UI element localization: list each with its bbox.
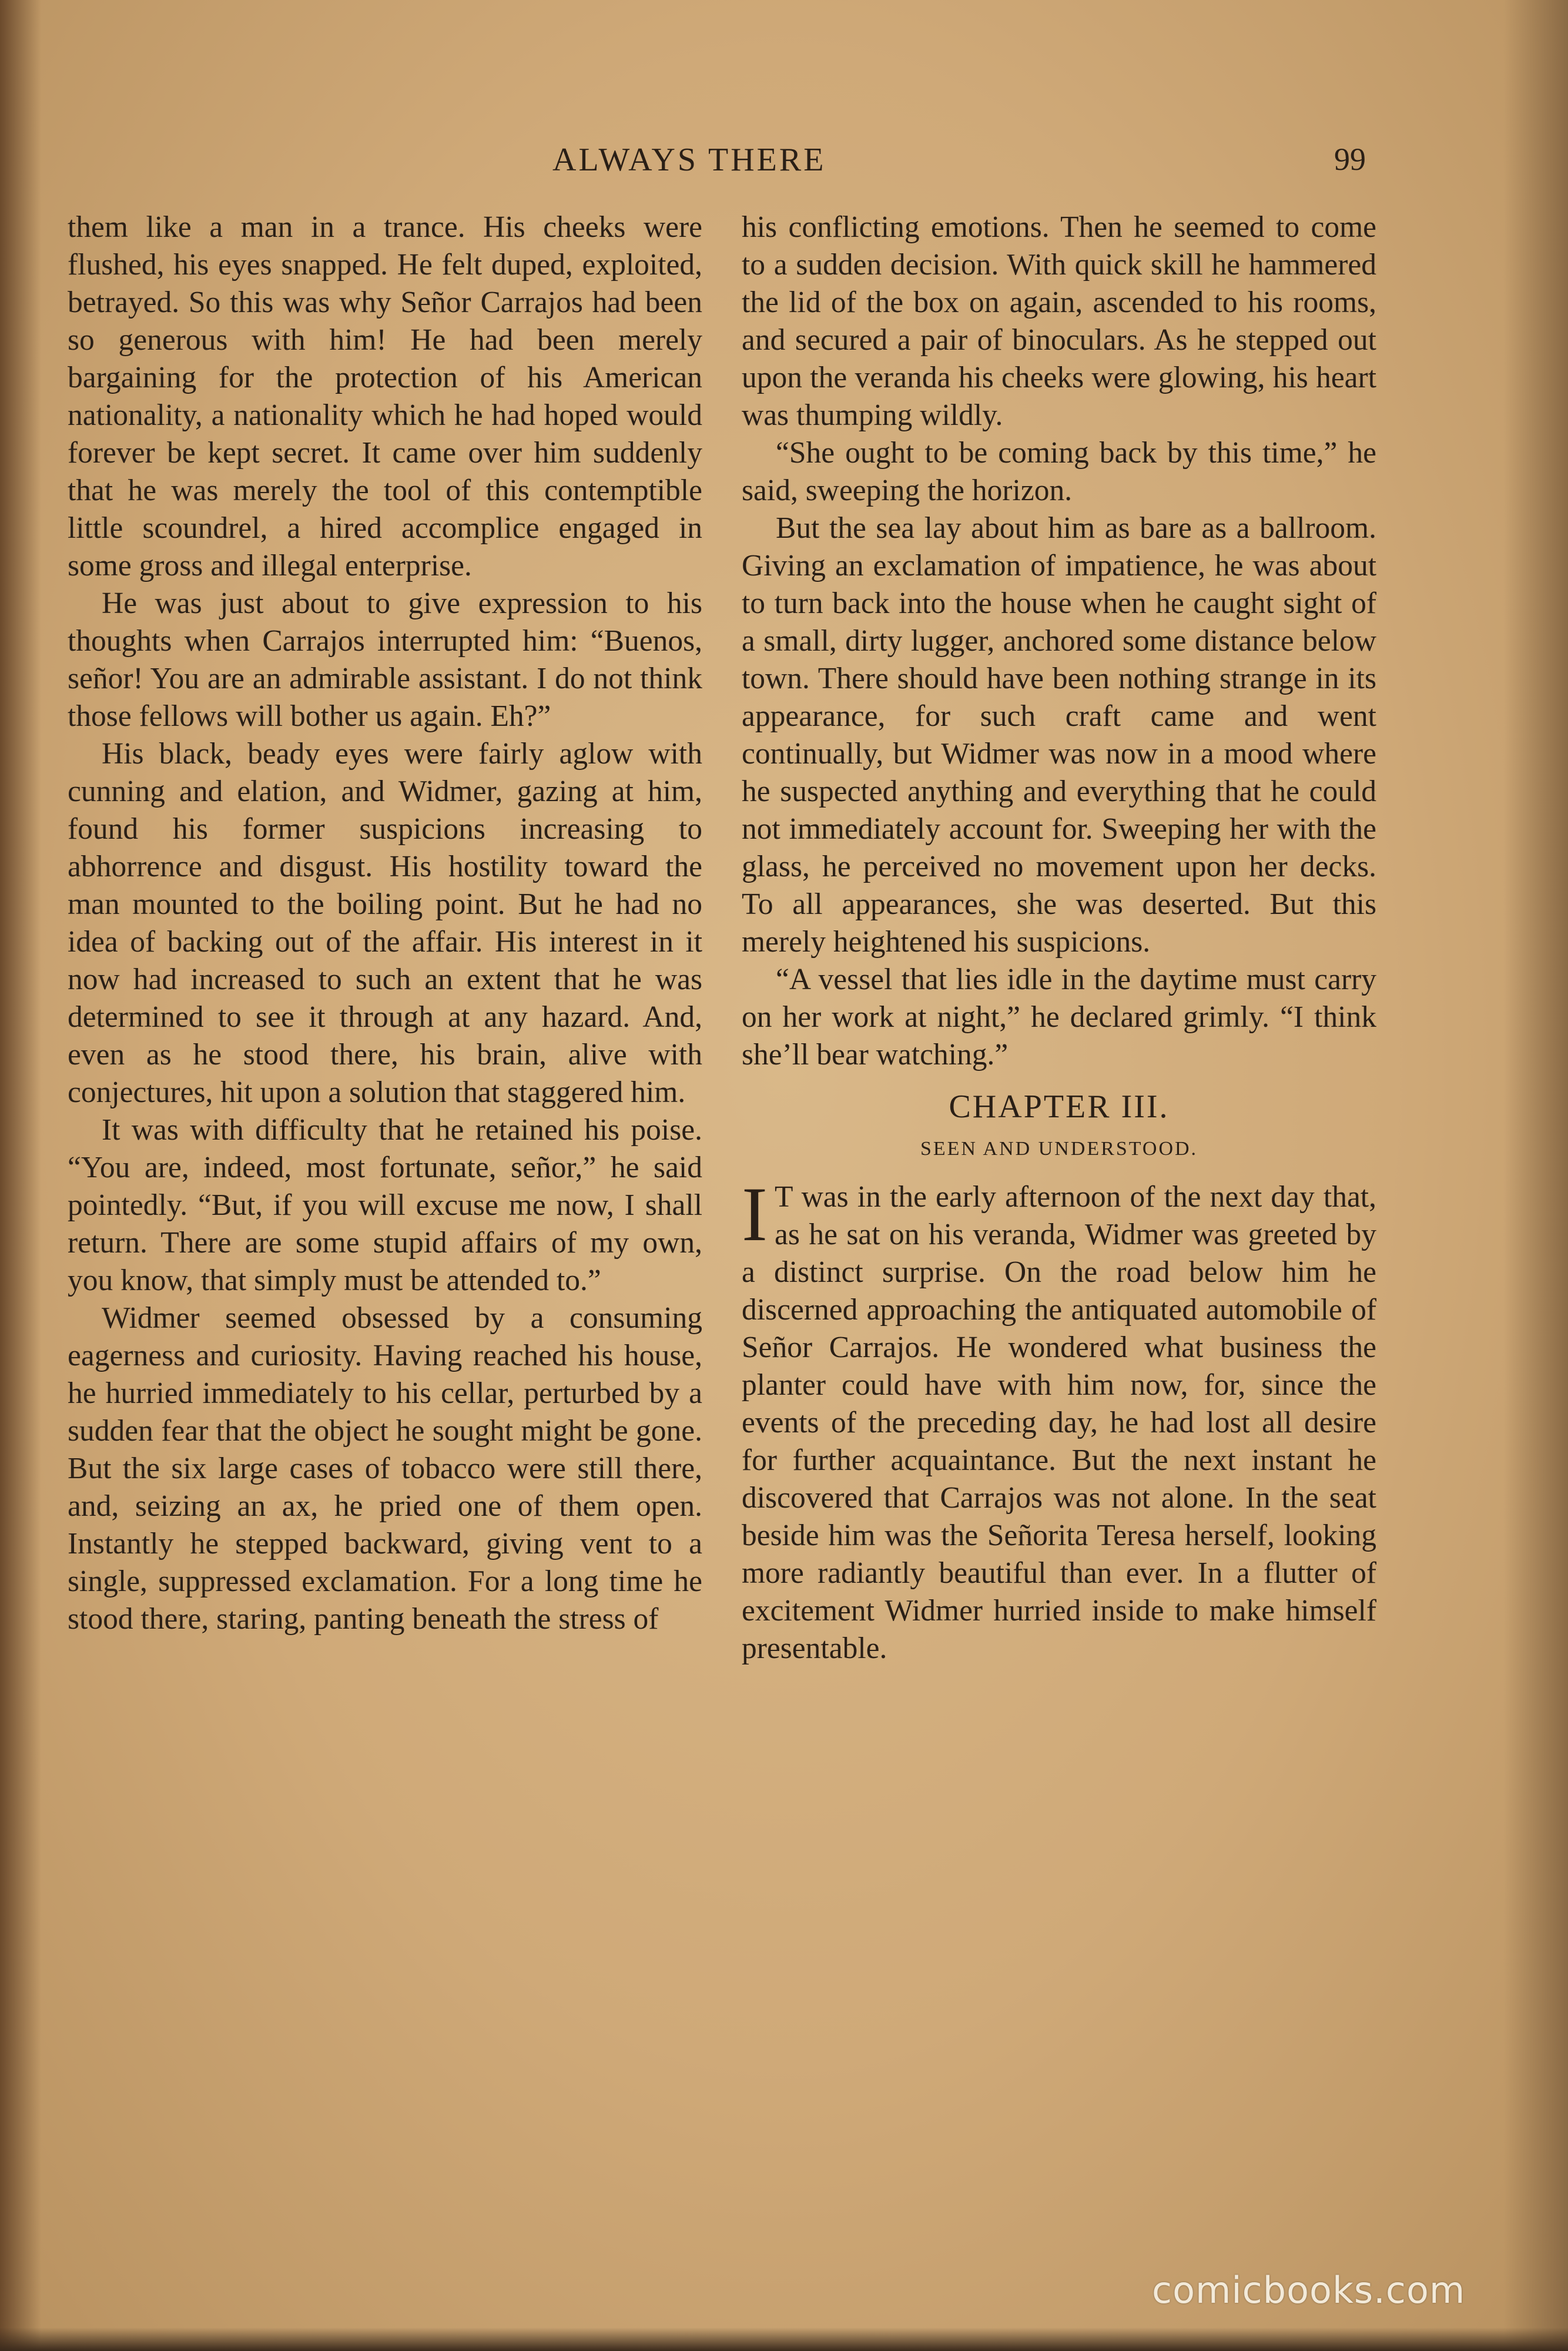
chapter-opening-paragraph <box>742 1171 1376 1667</box>
page-shadow-right <box>1503 0 1568 2351</box>
paragraph-text: T was in the early afternoon of the next day that, as he sat on his veranda, Widmer was greeted by a distinct surprise. On the road below him he discerned approaching the antiquated automobile of Señor Carrajos. He wondered what business the planter could have with him now, for, since the events of the preceding day, he had lost all desire for further acquaintance. But the next instant he discovered that Carrajos was not alone. In the seat beside him was the Señorita Teresa herself, looking more radiantly beautiful than ever. In a flutter of excitement Widmer hurried inside to make himself presentable. <box>742 1180 1376 1665</box>
paragraph: His black, beady eyes were fairly aglow with cunning and elation, and Widmer, gazing at him, found his former suspicions increasing to abhorrence and disgust. His hostility toward the man mounted to the boiling point. But he had no idea of backing out of the affair. His interest in it now had increased to such an extent that he was determined to see it through at any hazard. And, even as he stood there, his brain, alive with conjectures, hit upon a solution that staggered him. <box>68 737 702 1109</box>
paragraph: his conflicting emotions. Then he seemed to come to a sudden decision. With quick skill he hammered the lid of the box on again, ascended to his rooms, and secured a pair of binoculars. As he stepped out upon the veranda his cheeks were glowing, his heart was thumping wildly. <box>742 210 1376 432</box>
paragraph: It was with difficulty that he retained his poise. “You are, indeed, most fortunate, señor,” he said pointedly. “But, if you will excuse me now, I shall return. There are some stupid affairs of my own, you know, that simply must be attended to.” <box>68 1113 702 1297</box>
page-number: 99 <box>1334 142 1366 177</box>
paragraph: “She ought to be coming back by this time,” he said, sweeping the horizon. <box>742 436 1376 507</box>
chapter-subtitle: SEEN AND UNDERSTOOD. <box>920 1138 1198 1160</box>
drop-cap: I <box>742 1171 768 1257</box>
watermark: comicbooks.com <box>1152 2269 1466 2312</box>
paragraph: them like a man in a trance. His cheeks were flushed, his eyes snapped. He felt duped, exploited, betrayed. So this was why Señor Carrajos had been so generous with him! He had been merely bargaining for the protection of his American nationality, a nationality which he had hoped would forever be kept secret. It came over him suddenly that he was merely the tool of this contemptible little scoundrel, a hired accomplice engaged in some gross and illegal enterprise. <box>68 210 702 582</box>
page-shadow-bottom <box>0 2327 1568 2351</box>
left-column <box>68 209 702 1638</box>
page-shadow-left <box>0 0 41 2351</box>
paragraph: Widmer seemed obsessed by a consuming eagerness and curiosity. Having reached his house, he hurried immediately to his cellar, perturbed by a sudden fear that the object he sought might be gone. But the six large cases of tobacco were still there, and, seizing an ax, he pried one of them open. Instantly he stepped backward, giving vent to a single, suppressed exclamation. For a long time he stood there, staring, panting beneath the stress of <box>68 1301 702 1636</box>
page-header <box>0 141 1568 188</box>
running-head: ALWAYS THERE <box>552 142 826 178</box>
paragraph: But the sea lay about him as bare as a ballroom. Giving an exclamation of impatience, he was about to turn back into the house when he caught sight of a small, dirty lugger, anchored some distance below town. There should have been nothing strange in its appearance, for such craft came and went continually, but Widmer was now in a mood where he suspected anything and everything that he could not immediately account for. Sweeping her with the glass, he perceived no movement upon her decks. To all appearances, she was deserted. But this merely heightened his suspicions. <box>742 511 1376 959</box>
right-column <box>742 209 1376 1667</box>
paragraph: “A vessel that lies idle in the daytime must carry on her work at night,” he declared grimly. “I think she’ll bear watching.” <box>742 963 1376 1071</box>
chapter-title: CHAPTER III. <box>949 1089 1170 1125</box>
paragraph: He was just about to give expression to his thoughts when Carrajos interrupted him: “Buenos, señor! You are an admirable assistant. I do not think those fellows will bother us again. Eh?” <box>68 587 702 733</box>
